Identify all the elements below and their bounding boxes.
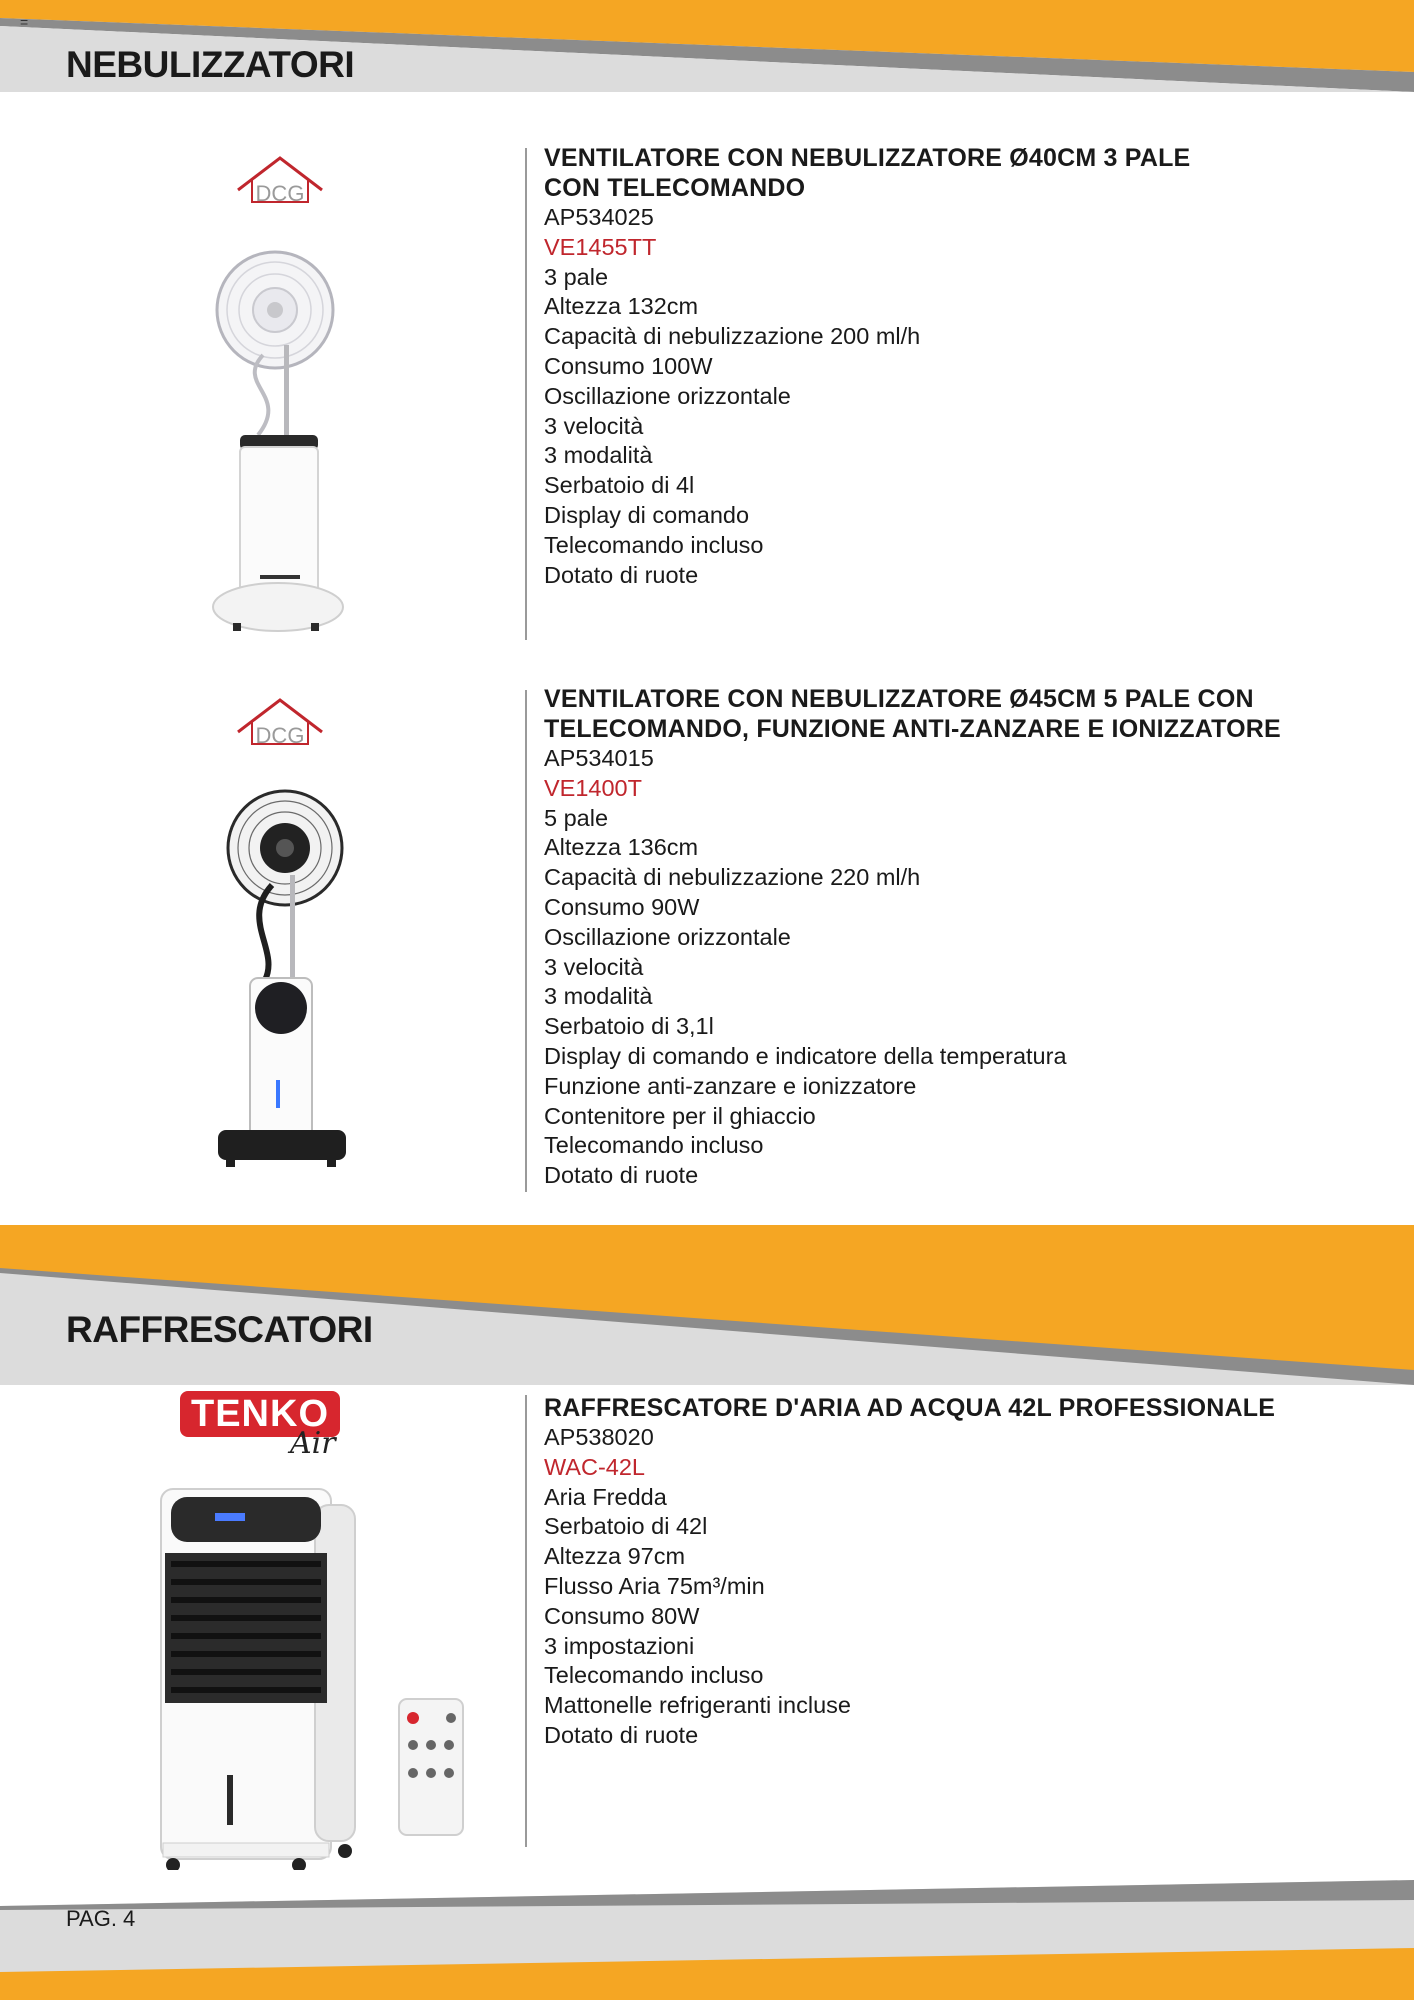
feature-item: Consumo 90W [544,893,700,920]
feature-item: Telecomando incluso [544,531,764,558]
feature-item: Altezza 136cm [544,834,699,861]
feature-item: Serbatoio di 3,1l [544,1013,714,1040]
feature-item: 3 modalità [544,442,653,469]
feature-item: Telecomando incluso [544,1132,764,1159]
section-title-raffrescatori: RAFFRESCATORI [66,1309,373,1350]
product-title: TELECOMANDO, FUNZIONE ANTI-ZANZARE E IONIZZATORE [544,715,1281,743]
feature-item: Mattonelle refrigeranti incluse [544,1692,851,1719]
feature-item: Contenitore per il ghiaccio [544,1102,816,1129]
feature-item: Display di comando e indicatore della temperatura [544,1042,1067,1069]
section-title-nebulizzatori: NEBULIZZATORI [66,44,355,85]
feature-item: 3 velocità [544,412,644,439]
feature-item: Consumo 80W [544,1602,700,1629]
feature-item: Oscillazione orizzontale [544,923,791,950]
feature-item: 5 pale [544,804,609,831]
product-title: VENTILATORE CON NEBULIZZATORE Ø45CM 5 PALE CON [544,685,1254,713]
feature-item: Display di comando [544,501,750,528]
feature-item: 3 impostazioni [544,1632,695,1659]
menu-glyph: = [20,14,29,30]
tenko-sub: Air [290,1426,336,1461]
feature-item: Serbatoio di 4l [544,472,695,499]
product-title: CON TELECOMANDO [544,174,806,202]
section-banner [0,1225,1414,1385]
divider [525,1395,527,1847]
air-cooler-image [155,1485,475,1885]
feature-item: Capacità di nebulizzazione 200 ml/h [544,323,921,350]
tenko-wordmark: TENKO [180,1391,340,1437]
feature-item: Dotato di ruote [544,561,699,588]
divider [525,148,527,640]
mist-fan-image [210,780,355,1180]
dcg-logo [235,692,325,752]
feature-item: 3 pale [544,263,609,290]
product-title: VENTILATORE CON NEBULIZZATORE Ø40CM 3 PALE [544,144,1191,172]
feature-item: Telecomando incluso [544,1662,764,1689]
feature-item: Altezza 97cm [544,1543,686,1570]
feature-item: 3 modalità [544,983,653,1010]
svg-text:DCG: DCG [255,181,305,206]
tenko-logo [178,1388,348,1460]
product-specs [544,684,1384,1191]
feature-item: Altezza 132cm [544,293,699,320]
feature-item: Capacità di nebulizzazione 220 ml/h [544,864,921,891]
product-code: AP534025 [544,204,654,230]
feature-item: Funzione anti-zanzare e ionizzatore [544,1072,917,1099]
dcg-logo [235,150,325,210]
product-model: VE1455TT [544,233,657,260]
feature-item: Dotato di ruote [544,1721,699,1748]
page-number: PAG. 4 [66,1906,136,1931]
footer-banner [0,1870,1414,2000]
feature-item: Consumo 100W [544,352,713,379]
feature-item: Aria Fredda [544,1483,667,1510]
mist-fan-image [200,235,360,640]
feature-item: Flusso Aria 75m³/min [544,1572,765,1599]
svg-text:DCG: DCG [255,723,305,748]
feature-item: 3 velocità [544,953,644,980]
divider [525,690,527,1192]
feature-item: Serbatoio di 42l [544,1513,708,1540]
product-title: RAFFRESCATORE D'ARIA AD ACQUA 42L PROFESSIONALE [544,1394,1276,1422]
feature-item: Oscillazione orizzontale [544,382,791,409]
product-model: VE1400T [544,774,642,801]
product-model: WAC-42L [544,1453,645,1480]
product-code: AP538020 [544,1424,654,1450]
product-specs [544,143,1384,590]
product-specs [544,1393,1384,1751]
product-code: AP534015 [544,745,654,771]
feature-item: Dotato di ruote [544,1162,699,1189]
